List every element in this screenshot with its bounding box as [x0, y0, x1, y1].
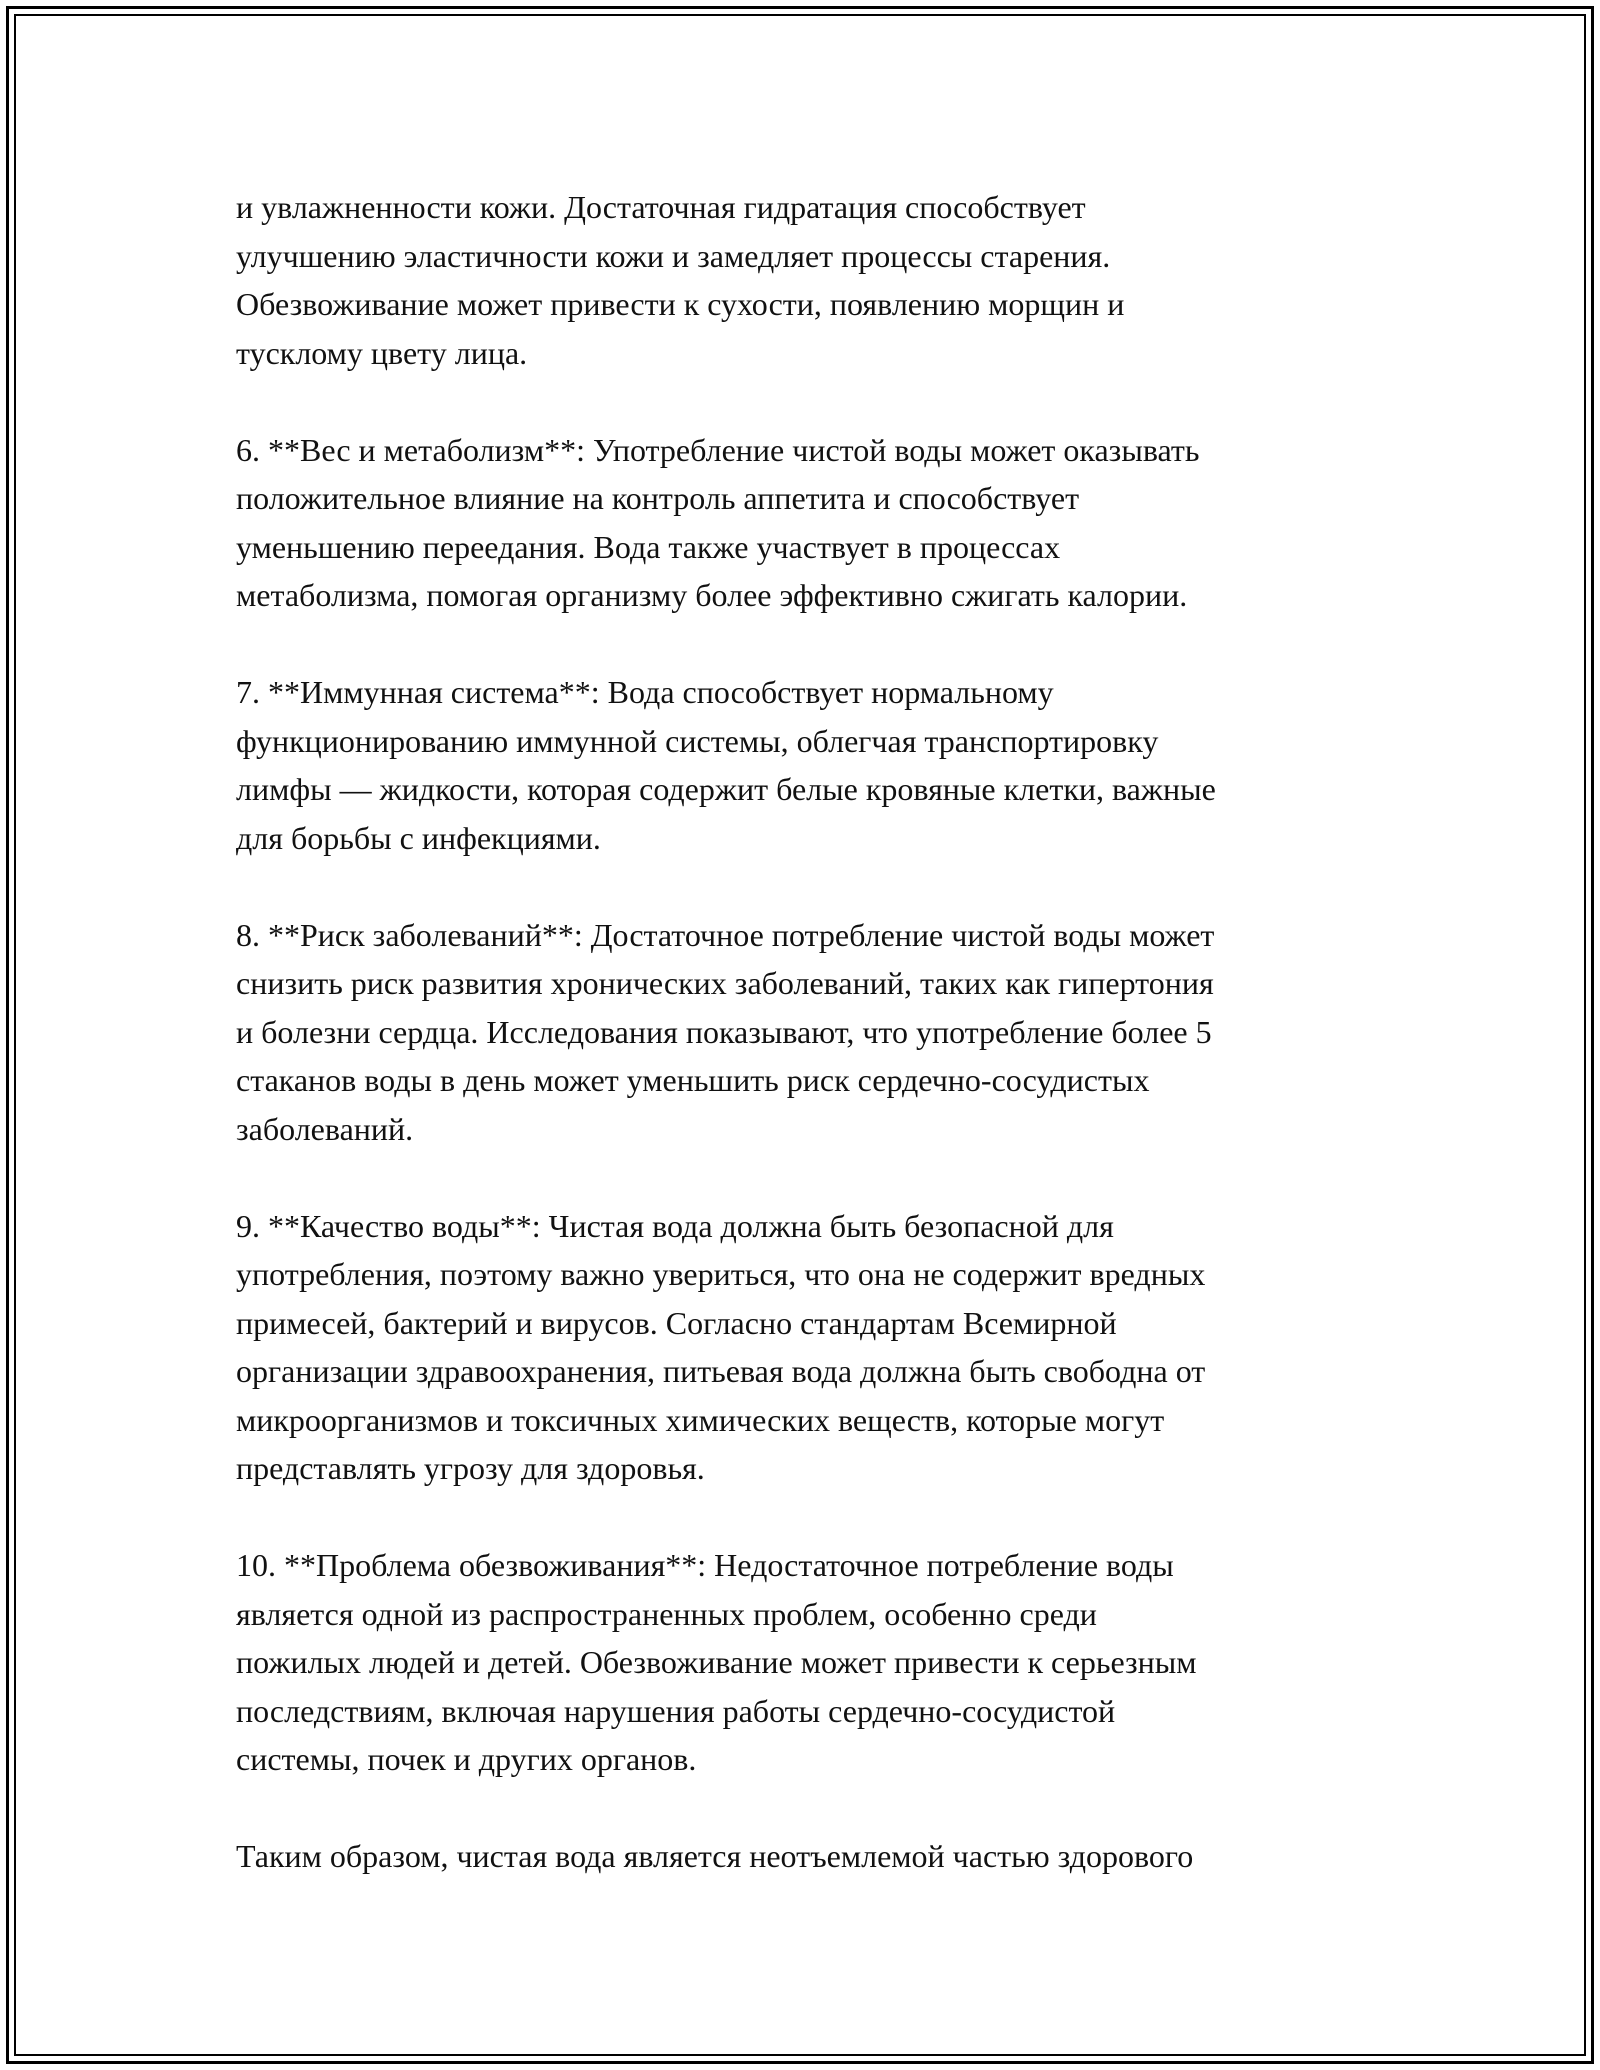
- text-line: для борьбы с инфекциями.: [236, 819, 601, 856]
- text-line: функционированию иммунной системы, облегчая транспортировку: [236, 722, 1159, 759]
- paragraph-spacer: [236, 377, 1386, 426]
- text-line: 10. **Проблема обезвоживания**: Недостаточное потребление воды: [236, 1547, 1174, 1583]
- text-line: стаканов воды в день может уменьшить риск сердечно-сосудистых: [236, 1062, 1150, 1098]
- paragraph-spacer: [236, 1784, 1386, 1833]
- text-line: уменьшению переедания. Вода также участвует в процессах: [236, 528, 1061, 565]
- text-line: 9. **Качество воды**: Чистая вода должна быть безопасной для: [236, 1207, 1114, 1244]
- text-line: и болезни сердца. Исследования показывают, что употребление более 5: [236, 1013, 1212, 1050]
- paragraph-item-6-weight-metabolism: [236, 426, 1386, 620]
- text-line: лимфы — жидкости, которая содержит белые кровяные клетки, важные: [236, 771, 1216, 807]
- text-line: заболеваний.: [236, 1110, 414, 1147]
- text-line: 8. **Риск заболеваний**: Достаточное потребление чистой воды может: [236, 916, 1215, 953]
- text-line: представлять угрозу для здоровья.: [236, 1450, 705, 1486]
- text-line: последствиям, включая нарушения работы сердечно-сосудистой: [236, 1692, 1116, 1729]
- text-line: является одной из распространенных проблем, особенно среди: [236, 1595, 1097, 1632]
- paragraph-skin-hydration: [236, 183, 1386, 377]
- text-line: системы, почек и других органов.: [236, 1741, 697, 1777]
- text-line: пожилых людей и детей. Обезвоживание может привести к серьезным: [236, 1644, 1197, 1680]
- text-line: 7. **Иммунная система**: Вода способствует нормальному: [236, 674, 1054, 710]
- paragraph-item-9-water-quality: [236, 1202, 1386, 1493]
- text-line: организации здравоохранения, питьевая вода должна быть свободна от: [236, 1353, 1206, 1389]
- paragraph-conclusion: [236, 1832, 1386, 1881]
- document-body: [236, 183, 1386, 1881]
- text-line: микроорганизмов и токсичных химических веществ, которые могут: [236, 1401, 1165, 1438]
- text-line: и увлажненности кожи. Достаточная гидратация способствует: [236, 189, 1086, 225]
- text-line: примесей, бактерий и вирусов. Согласно стандартам Всемирной: [236, 1304, 1117, 1341]
- paragraph-spacer: [236, 1153, 1386, 1202]
- paragraph-item-10-dehydration: [236, 1541, 1386, 1784]
- paragraph-spacer: [236, 1493, 1386, 1542]
- text-line: метаболизма, помогая организму более эффективно сжигать калории.: [236, 577, 1188, 613]
- paragraph-item-8-disease-risk: [236, 911, 1386, 1154]
- text-line: 6. **Вес и метаболизм**: Употребление чистой воды может оказывать: [236, 431, 1200, 468]
- text-line: Обезвоживание может привести к сухости, появлению морщин и: [236, 286, 1125, 322]
- text-line: тусклому цвету лица.: [236, 334, 528, 371]
- text-line: снизить риск развития хронических заболеваний, таких как гипертония: [236, 965, 1214, 1001]
- text-line: Таким образом, чистая вода является неотъемлемой частью здорового: [236, 1838, 1194, 1874]
- paragraph-spacer: [236, 620, 1386, 669]
- text-line: употребления, поэтому важно увериться, что она не содержит вредных: [236, 1256, 1206, 1292]
- paragraph-spacer: [236, 862, 1386, 911]
- text-line: положительное влияние на контроль аппетита и способствует: [236, 480, 1080, 516]
- paragraph-item-7-immune-system: [236, 668, 1386, 862]
- text-line: улучшению эластичности кожи и замедляет процессы старения.: [236, 237, 1111, 274]
